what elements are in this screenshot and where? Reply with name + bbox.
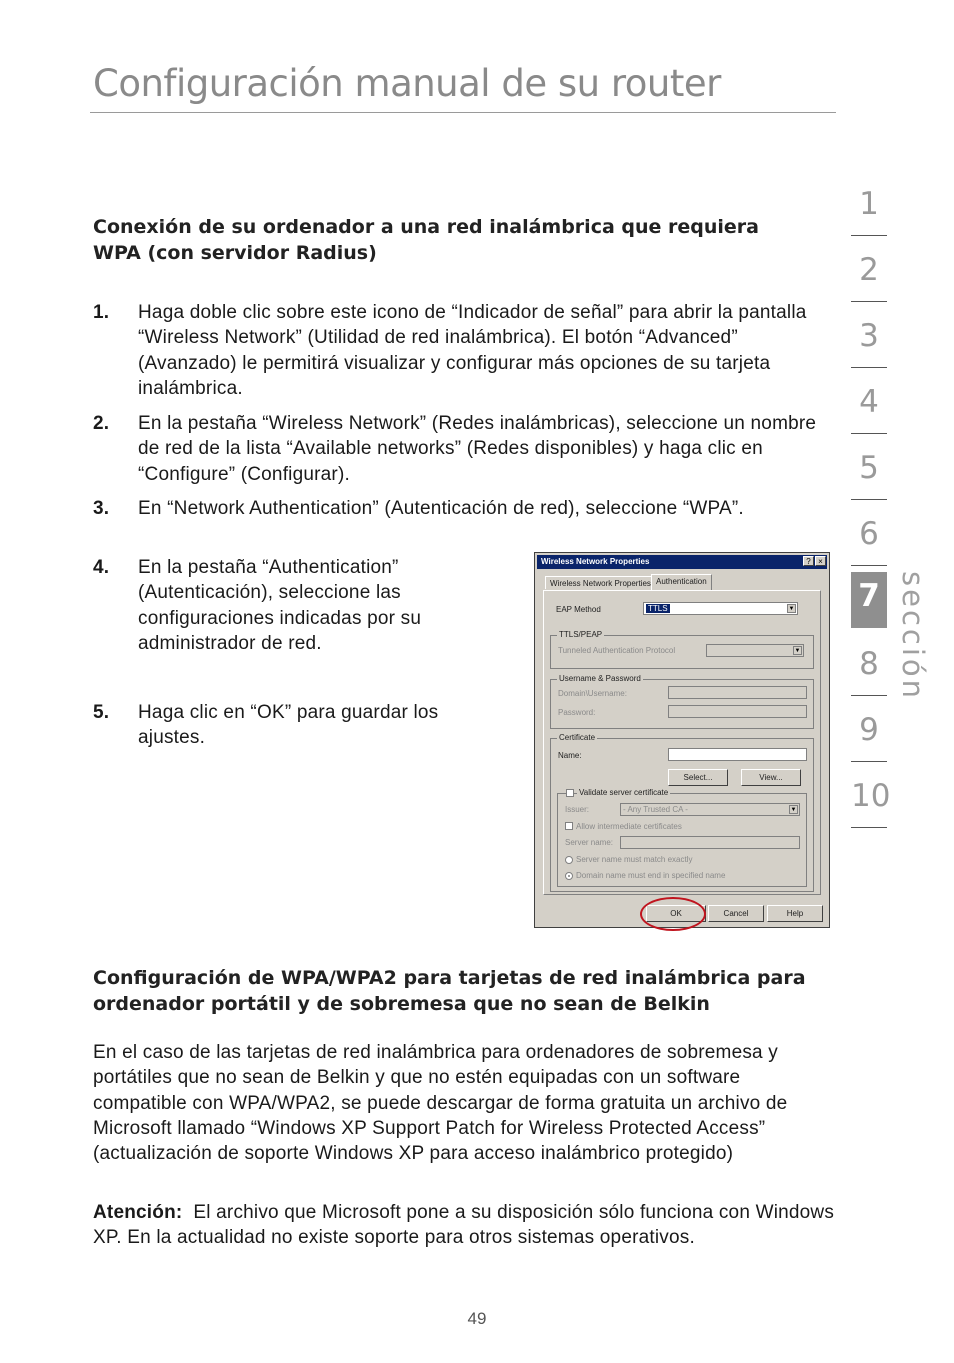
domain-username-label: Domain\Username: xyxy=(558,689,627,698)
help-icon[interactable]: ? xyxy=(803,556,814,566)
nav-divider xyxy=(851,761,887,762)
section-nav-item-8[interactable] xyxy=(851,640,887,696)
section-nav-item-6[interactable] xyxy=(851,510,887,566)
note-label: Atención: xyxy=(93,1202,183,1223)
step-number: 5. xyxy=(93,702,110,723)
nav-number: 5 xyxy=(859,450,879,486)
wireless-network-properties-dialog xyxy=(534,552,830,928)
chevron-down-icon: ▼ xyxy=(790,807,797,813)
step-text: En la pestaña “Wireless Network” (Redes inalámbricas), seleccione un nombre de red de la lista “Available networks” (Redes disponibles) y haga clic en “Configure” (Configurar). xyxy=(138,413,817,485)
section-nav-item-1[interactable] xyxy=(851,180,887,236)
nav-number: 1 xyxy=(859,186,879,222)
domain-username-field[interactable] xyxy=(668,686,807,699)
nav-divider xyxy=(851,235,887,236)
validate-server-label: Validate server certificate xyxy=(579,788,669,797)
radio-exact-match[interactable] xyxy=(565,856,573,864)
nav-number: 6 xyxy=(859,516,879,552)
section-nav-item-5[interactable] xyxy=(851,444,887,500)
certificate-group xyxy=(550,733,814,892)
section-heading-wpa-radius: Conexión de su ordenador a una red inalámbrica que requiera WPA (con servidor Radius) xyxy=(93,216,759,264)
cancel-button[interactable]: Cancel xyxy=(708,905,764,922)
password-label: Password: xyxy=(558,708,596,717)
chevron-down-icon: ▼ xyxy=(794,648,801,654)
dialog-titlebar xyxy=(537,555,827,569)
validate-server-group xyxy=(557,788,807,887)
server-name-field[interactable] xyxy=(620,836,800,849)
nav-divider xyxy=(851,695,887,696)
step-number: 2. xyxy=(93,413,110,434)
nav-number: 9 xyxy=(859,712,879,748)
step-text: Haga doble clic sobre este icono de “Indicador de señal” para abrir la pantalla “Wireless Network” (Utilidad de red inalámbrica). El botón “Advanced” (Avanzado) le permitirá visualizar y configurar más opciones de su tarjeta inalámbrica. xyxy=(138,302,807,399)
nav-divider xyxy=(851,827,887,828)
radio-domain-end[interactable] xyxy=(565,872,573,880)
section-nav-item-7-active[interactable] xyxy=(851,572,887,628)
tunneled-protocol-label: Tunneled Authentication Protocol xyxy=(558,646,676,655)
section-nav-item-4[interactable] xyxy=(851,378,887,434)
server-name-label: Server name: xyxy=(565,838,614,847)
nav-divider xyxy=(851,433,887,434)
allow-intermediate-checkbox[interactable] xyxy=(565,822,573,830)
section-label xyxy=(893,571,933,702)
radio-domain-end-label: Domain name must end in specified name xyxy=(576,871,726,880)
page-title: Configuración manual de su router xyxy=(93,62,721,105)
step-text: Haga clic en “OK” para guardar los ajustes. xyxy=(138,702,439,749)
nav-divider xyxy=(851,565,887,566)
ttls-peap-group xyxy=(550,630,814,669)
section-nav-item-9[interactable] xyxy=(851,706,887,762)
note-text: El archivo que Microsoft pone a su disposición sólo funciona con Windows XP. En la actualidad no existe soporte para otros sistemas operativos. xyxy=(93,1202,835,1249)
section-heading-wpa-wpa2: Configuración de WPA/WPA2 para tarjetas de red inalámbrica para ordenador portátil y de sobremesa que no sean de Belkin xyxy=(93,967,806,1015)
ok-highlight-circle xyxy=(640,897,706,931)
authentication-panel xyxy=(543,590,821,895)
tab-authentication[interactable]: Authentication xyxy=(651,574,712,590)
step-text: En “Network Authentication” (Autenticación de red), seleccione “WPA”. xyxy=(138,498,744,519)
group-title: Username & Password xyxy=(559,674,641,683)
section-nav-item-10[interactable] xyxy=(851,772,891,828)
nav-number: 3 xyxy=(859,318,879,354)
tunneled-protocol-select[interactable] xyxy=(706,644,804,657)
view-button[interactable]: View... xyxy=(741,769,801,786)
username-password-group xyxy=(550,674,814,729)
nav-divider xyxy=(851,499,887,500)
nav-number: 8 xyxy=(859,646,879,682)
eap-method-select[interactable] xyxy=(643,602,798,615)
radio-exact-match-label: Server name must match exactly xyxy=(576,855,693,864)
note-paragraph xyxy=(93,1200,838,1251)
section-nav-item-2[interactable] xyxy=(851,246,887,302)
body-paragraph: En el caso de las tarjetas de red inalámbrica para ordenadores de sobremesa y portátiles que no sean de Belkin y que no estén equipadas con un software compatible con WPA/WPA2, se puede descargar de forma gratuita un archivo de Microsoft llamado “Windows XP Support Patch for Wireless Protected Access” (actualización de soporte Windows XP para acceso inalámbrico protegido) xyxy=(93,1042,788,1165)
chevron-down-icon: ▼ xyxy=(788,606,795,612)
title-divider xyxy=(90,112,836,113)
cert-name-label: Name: xyxy=(558,751,582,760)
allow-intermediate-label: Allow intermediate certificates xyxy=(576,822,682,831)
tab-wireless-network-properties[interactable]: Wireless Network Properties xyxy=(545,576,656,589)
nav-number: 2 xyxy=(859,252,879,288)
issuer-value: - Any Trusted CA - xyxy=(623,805,688,814)
group-title: Certificate xyxy=(559,733,596,742)
ok-button[interactable]: OK xyxy=(646,905,706,922)
eap-method-label: EAP Method xyxy=(556,605,601,614)
select-button[interactable]: Select... xyxy=(668,769,728,786)
step-text: En la pestaña “Authentication” (Autenticación), seleccione las configuraciones indicadas por su administrador de red. xyxy=(138,557,422,654)
step-number: 1. xyxy=(93,302,110,323)
group-title: TTLS/PEAP xyxy=(559,630,603,639)
dialog-title: Wireless Network Properties xyxy=(541,557,650,566)
section-label-text: sección xyxy=(896,571,930,702)
validate-server-checkbox[interactable] xyxy=(566,789,574,797)
section-nav-item-3[interactable] xyxy=(851,312,887,368)
issuer-select[interactable] xyxy=(620,803,800,816)
nav-number: 7 xyxy=(858,578,880,614)
nav-divider xyxy=(851,301,887,302)
nav-divider xyxy=(851,367,887,368)
nav-number: 10 xyxy=(851,778,891,814)
eap-method-value: TTLS xyxy=(648,604,668,613)
cert-name-field[interactable] xyxy=(668,748,807,761)
page-number: 49 xyxy=(467,1309,487,1328)
issuer-label: Issuer: xyxy=(565,805,590,814)
password-field[interactable] xyxy=(668,705,807,718)
help-button[interactable]: Help xyxy=(767,905,823,922)
nav-number: 4 xyxy=(859,384,879,420)
step-number: 4. xyxy=(93,557,110,578)
close-icon[interactable]: × xyxy=(815,556,826,566)
step-number: 3. xyxy=(93,498,110,519)
